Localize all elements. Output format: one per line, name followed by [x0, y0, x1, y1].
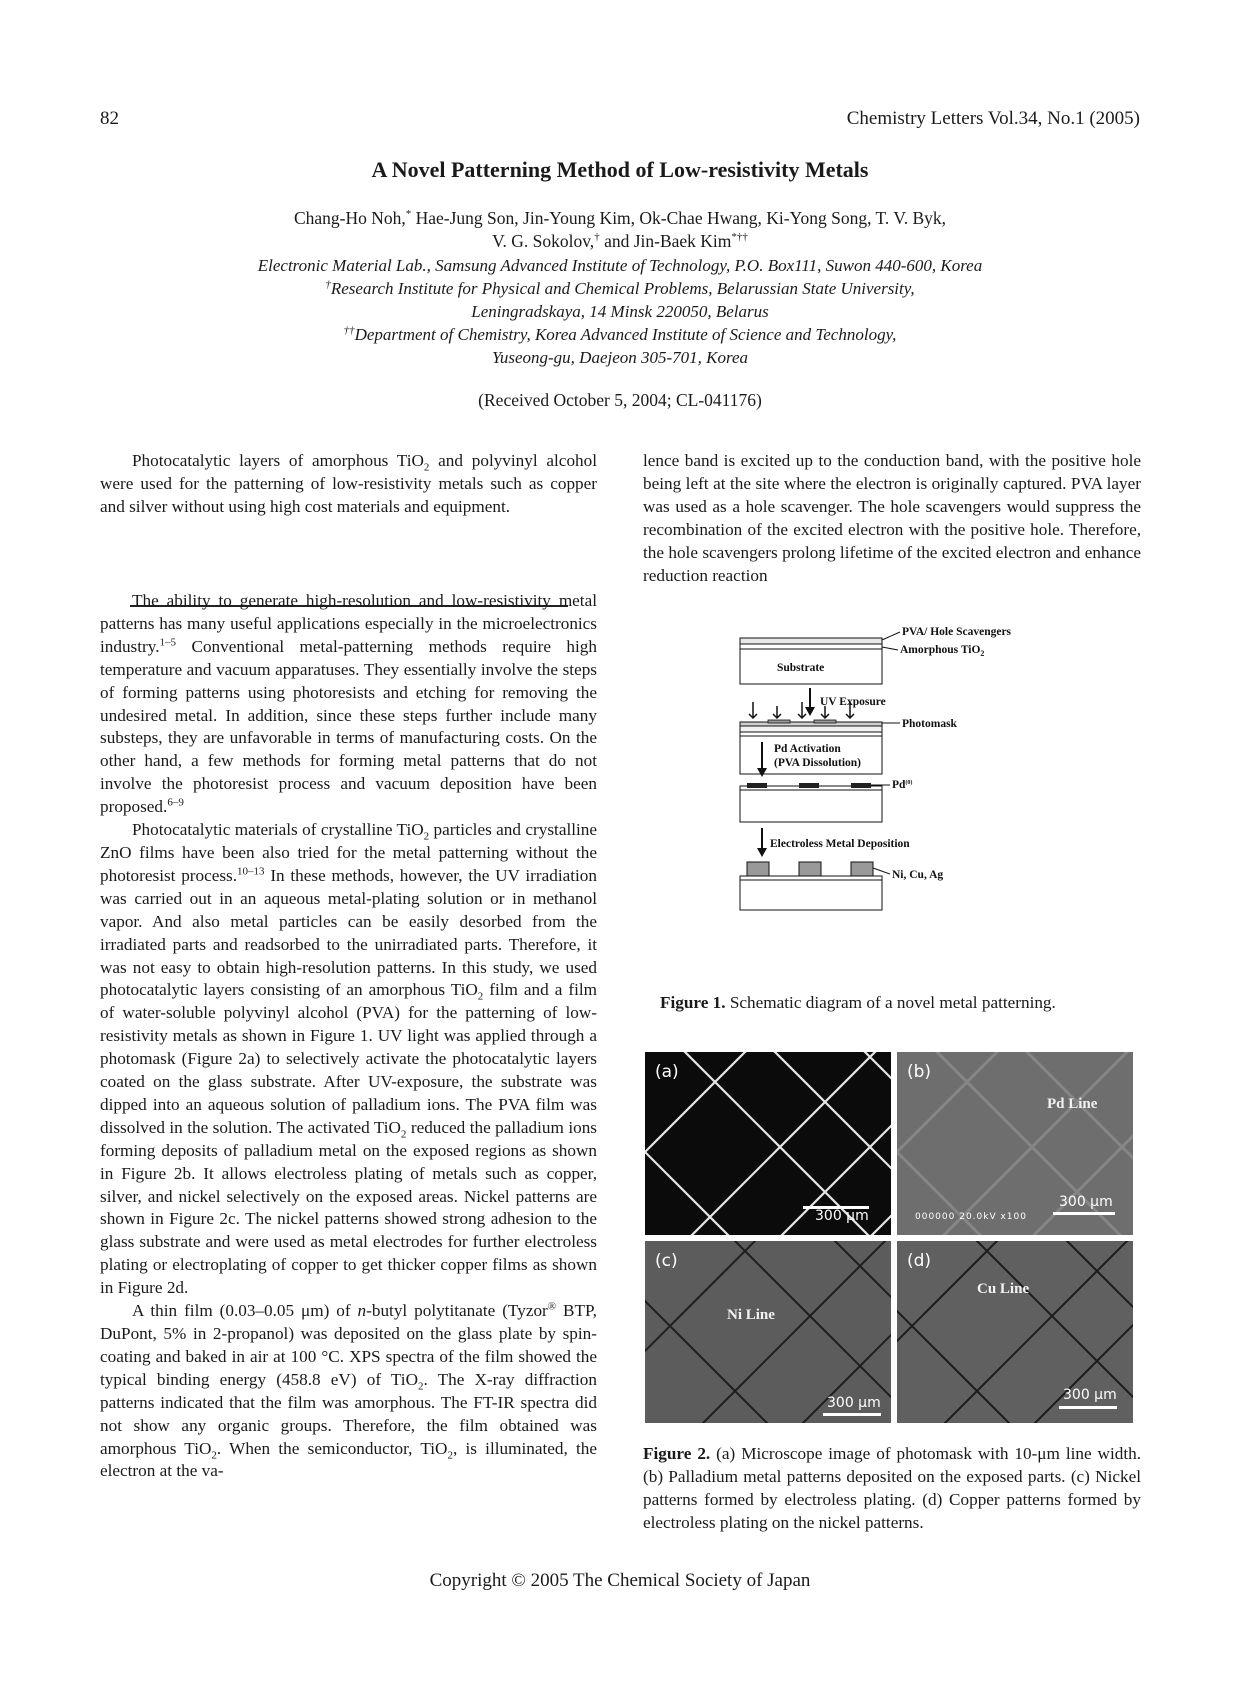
affiliations	[0, 254, 1240, 369]
affiliation-3	[0, 323, 1240, 346]
citation: 1–5	[159, 636, 177, 649]
citation: 10–13	[237, 865, 265, 878]
micrograph-d	[897, 1241, 1133, 1423]
body-text: reduced the palladium ions forming deposits of palladium metal on the exposed regions as shown in Figure 2b. It allows electroless plating of metals such as copper, silver, and nickel selectively on the exposed areas. Nickel patterns are shown in Figure 2c. The nickel patterns showed strong adhesion to the glass substrate and were used as metal electrodes for further electroless plating or electroplating of copper to get thicker copper films as shown in Figure 2d.	[100, 1117, 597, 1298]
pva-label: PVA/ Hole Scavengers	[902, 626, 1012, 638]
affiliation-2-line2: Leningradskaya, 14 Minsk 220050, Belarus	[471, 302, 769, 321]
scale-bar	[823, 1413, 881, 1416]
substrate-label: Substrate	[777, 662, 825, 674]
panel-label: (c)	[655, 1251, 678, 1271]
subscript: 2	[417, 1380, 424, 1393]
figure-1-schematic	[730, 618, 1060, 980]
body-text: particles and crystalline ZnO films have been also tried for the metal patterning without the photoresist process.	[100, 820, 597, 885]
italic-text: n	[357, 1301, 367, 1321]
micrograph-b	[897, 1052, 1133, 1235]
pd0-label: Pd$^{(0)}$	[892, 779, 913, 791]
electroless-label: Electroless Metal Deposition	[770, 838, 910, 850]
panel-label: (b)	[907, 1062, 932, 1082]
ni-line-label: Ni Line	[727, 1307, 775, 1323]
subscript: 2	[447, 1448, 453, 1461]
abstract-text: and polyvinyl alcohol were used for the patterning of low-resistivity metals such as copper and silver without using high cost materials and equipment.	[100, 451, 597, 516]
paragraph-2	[100, 819, 597, 1300]
scale-bar	[1059, 1406, 1117, 1409]
electroless-arrow	[757, 828, 910, 857]
caption-text: (a) Microscope image of photomask with 10-μm line width. (b) Palladium metal patterns deposited on the exposed parts. (c) Nickel patterns formed by electroless plating. (d) Copper patterns formed by electroless plating on the nickel patterns.	[643, 1444, 1141, 1532]
paragraph-continued: lence band is excited up to the conduction band, with the positive hole being left at the site where the electron is originally captured. PVA layer was used as a hole scavenger. The hole scavengers would suppress the recombination of the excited electron with the positive hole. Therefore, the hole scavengers prolong lifetime of the excited electron and enhance reduction reaction	[643, 451, 1141, 585]
body-right-column	[643, 450, 1141, 587]
author-mark: †	[594, 231, 600, 244]
body-text: Conventional metal-patterning methods require high temperature and vacuum apparatuses. They essentially involve the steps of forming patterns using photoresists and etching for removing the undesired metal. In addition, since these steps further include many substeps, they are unfavorable in terms of manufacturing costs. On the other hand, a few methods for forming metal patterns that do not involve the photoresist process and vacuum deposition have been proposed.	[100, 636, 597, 817]
affiliation-3-line1: Department of Chemistry, Korea Advanced Institute of Science and Technology,	[354, 325, 897, 344]
panel-label: (d)	[907, 1251, 932, 1271]
pd-activation-label: Pd Activation	[774, 743, 841, 755]
subscript: 2	[400, 1128, 407, 1141]
body-text: The ability to generate high-resolution and low-resistivity metal patterns has many useful applications especially in the microelectronics industry.	[100, 591, 597, 656]
author-list-rest: Hae-Jung Son, Jin-Young Kim, Ok-Chae Hwang, Ki-Yong Song, T. V. Byk,	[411, 208, 947, 228]
abstract-text: Photocatalytic layers of amorphous TiO	[132, 451, 424, 470]
scale-label: 300 μm	[1063, 1387, 1117, 1403]
pva-dissolution-label: (PVA Dissolution)	[774, 757, 862, 769]
figure-2-caption	[643, 1442, 1141, 1534]
scale-label: 300 μm	[1059, 1194, 1113, 1210]
stage-1-layers	[740, 626, 1012, 684]
paragraph-1	[100, 590, 597, 819]
caption-label: Figure 2.	[643, 1444, 711, 1463]
tio2-label: Amorphous TiO$_2$	[900, 644, 985, 658]
cu-line-label: Cu Line	[977, 1281, 1030, 1297]
journal-citation: Chemistry Letters Vol.34, No.1 (2005)	[846, 108, 1140, 129]
metals-label: Ni, Cu, Ag	[892, 869, 944, 881]
micrograph-a	[645, 1052, 891, 1235]
body-text: , is illuminated, the electron at the va-	[100, 1438, 597, 1481]
body-text: In these methods, however, the UV irradiation was carried out in an aqueous metal-plating solution or in methanol vapor. And also metal particles can be easily desorbed from the irradiated parts and readsorbed to the unirradiated parts. Therefore, it was not easy to obtain high-resolution patterns. In this study, we used photocatalytic layers consisting of an amorphous TiO	[100, 865, 597, 1000]
page-number: 82	[100, 108, 119, 129]
scale-label: 300 μm	[815, 1208, 869, 1224]
abstract	[100, 450, 597, 519]
author-mark: *††	[731, 231, 748, 244]
subscript: 2	[423, 830, 430, 843]
affiliation-3-line2: Yuseong-gu, Daejeon 305-701, Korea	[491, 348, 749, 367]
scale-label: 300 μm	[827, 1395, 881, 1411]
uv-exposure-label: UV Exposure	[820, 696, 886, 708]
body-text: -butyl polytitanate (Tyzor	[366, 1301, 548, 1321]
panel-label: (a)	[655, 1062, 679, 1082]
subscript: 2	[423, 461, 430, 474]
received-date: (Received October 5, 2004; CL-041176)	[478, 390, 762, 410]
affiliation-1: Electronic Material Lab., Samsung Advanced Institute of Technology, P.O. Box111, Suwon 440-600, Korea	[257, 256, 983, 275]
sem-info: 000000 20.0kV x100	[915, 1212, 1027, 1222]
body-text: BTP, DuPont, 5% in 2-propanol) was deposited on the glass plate by spin-coating and baked in air at 100 °C. XPS spectra of the film showed the typical binding energy (458.8 eV) of TiO	[100, 1301, 597, 1389]
author-list	[0, 207, 1240, 253]
author-noh: Chang-Ho Noh,	[293, 208, 406, 228]
micrograph-c	[645, 1241, 891, 1423]
body-left-column	[100, 590, 597, 1483]
body-text: A thin film (0.03–0.05 μm) of	[132, 1301, 358, 1321]
subscript: 2	[477, 990, 484, 1003]
uv-arrow	[805, 688, 886, 716]
author-kim: and Jin-Baek Kim	[599, 231, 732, 251]
body-text: Photocatalytic materials of crystalline TiO	[132, 820, 424, 840]
caption-text: Schematic diagram of a novel metal patterning.	[729, 993, 1056, 1012]
affiliation-2	[0, 277, 1240, 300]
pd-line-label: Pd Line	[1047, 1096, 1098, 1112]
stage-3-pd-deposits	[740, 779, 912, 822]
caption-label: Figure 1.	[660, 993, 726, 1012]
paragraph-3	[100, 1300, 597, 1483]
subscript: 2	[211, 1448, 217, 1461]
registered-mark: ®	[547, 1300, 557, 1313]
photomask-label: Photomask	[902, 718, 957, 730]
author-sokolov: V. G. Sokolov,	[492, 231, 595, 251]
affiliation-mark: ††	[343, 324, 355, 337]
body-text: . When the semiconductor, TiO	[216, 1438, 448, 1458]
affiliation-2-line1: Research Institute for Physical and Chemical Problems, Belarussian State University,	[330, 279, 915, 298]
stage-4-metal-lines	[740, 862, 943, 910]
body-text: film and a film of water-soluble polyvinyl alcohol (PVA) for the patterning of low-resistivity metals as shown in Figure 1. UV light was applied through a photomask (Figure 2a) to selectively activate the photocatalytic layers coated on the glass substrate. After UV-exposure, the substrate was dipped into an aqueous solution of palladium ions. The PVA film was dissolved in the solution. The activated TiO	[100, 980, 597, 1137]
citation: 6–9	[167, 796, 184, 809]
body-text: . The X-ray diffraction patterns indicated that the film was amorphous. The FT-IR spectra did not show any organic groups. Therefore, the film obtained was amorphous TiO	[100, 1369, 597, 1458]
affiliation-mark: †	[325, 278, 331, 291]
copyright-footer: Copyright © 2005 The Chemical Society of Japan	[429, 1570, 811, 1591]
figure-1-caption	[660, 991, 1130, 1014]
paper-title: A Novel Patterning Method of Low-resistivity Metals	[371, 157, 869, 182]
scale-bar	[1053, 1212, 1115, 1215]
author-mark: *	[405, 208, 412, 221]
